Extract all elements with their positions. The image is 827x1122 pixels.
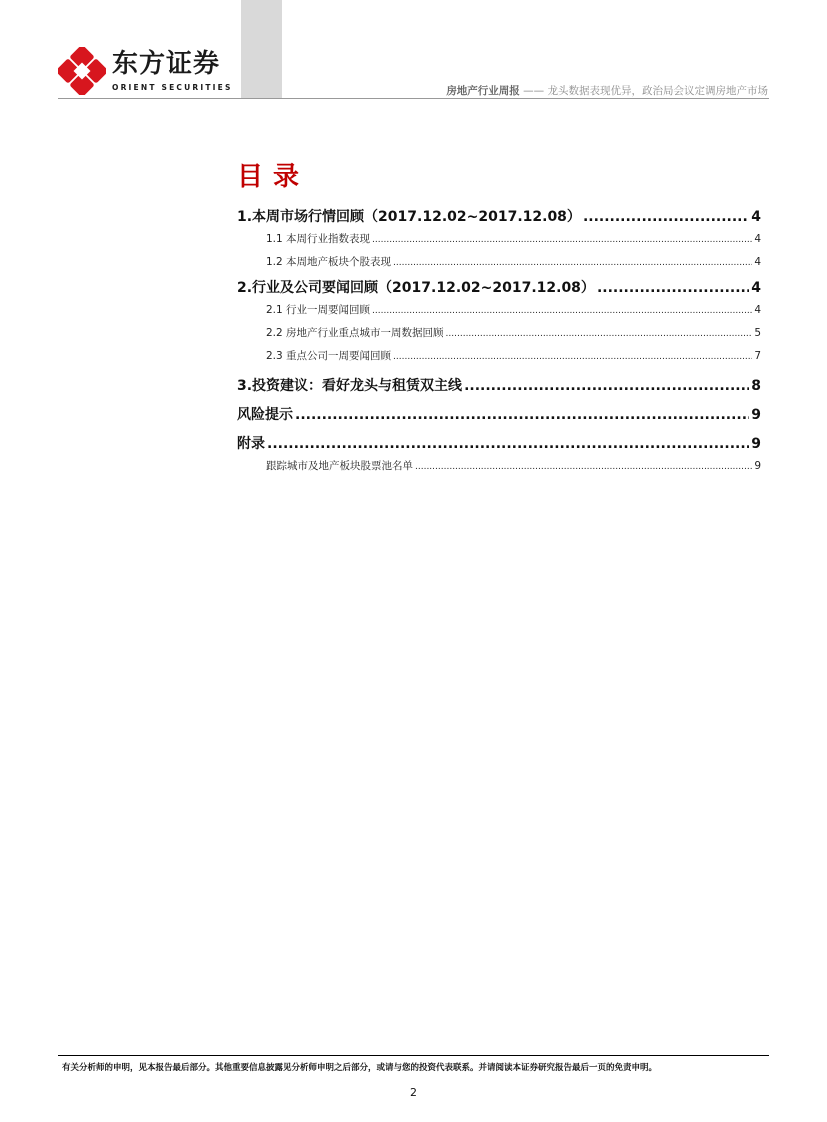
- toc-entry-label: 附录: [237, 436, 265, 452]
- toc-entry-page: 9: [754, 460, 761, 472]
- table-of-contents: [237, 206, 761, 478]
- toc-entry-label: 风险提示: [237, 407, 293, 423]
- toc-dot-leader: [446, 322, 753, 345]
- toc-entry-page: 4: [751, 209, 761, 225]
- toc-entry-label: 2.3 重点公司一周要闻回顾: [266, 350, 392, 362]
- toc-entry-2[interactable]: [237, 277, 761, 299]
- toc-entry-3[interactable]: [237, 375, 761, 397]
- toc-entry-label: 1.本周市场行情回顾（2017.12.02~2017.12.08）: [237, 209, 581, 225]
- toc-entry-appendix-1[interactable]: [237, 455, 761, 478]
- toc-heading: 目录: [237, 162, 310, 192]
- logo-chinese-name: 东方证券: [112, 49, 221, 79]
- toc-entry-1-2[interactable]: [237, 251, 761, 274]
- toc-entry-1[interactable]: [237, 206, 761, 228]
- report-header-title: [446, 83, 768, 98]
- page-number: 2: [410, 1086, 417, 1099]
- toc-dot-leader: [295, 404, 749, 426]
- toc-entry-label: 1.1 本周行业指数表现: [266, 233, 371, 245]
- report-type: 房地产行业周报: [446, 85, 520, 97]
- logo-english-name: ORIENT SECURITIES: [112, 83, 233, 92]
- toc-dot-leader: [464, 375, 749, 397]
- toc-entry-page: 7: [754, 350, 761, 362]
- orient-securities-logo-icon: [58, 47, 106, 95]
- toc-dot-leader: [597, 277, 749, 299]
- toc-entry-page: 4: [754, 304, 761, 316]
- toc-entry-label: 2.行业及公司要闻回顾（2017.12.02~2017.12.08）: [237, 280, 595, 296]
- toc-entry-2-3[interactable]: [237, 345, 761, 368]
- toc-entry-1-1[interactable]: [237, 228, 761, 251]
- toc-entry-page: 9: [751, 436, 761, 452]
- toc-entry-page: 8: [751, 378, 761, 394]
- toc-dot-leader: [372, 228, 752, 251]
- toc-dot-leader: [583, 206, 749, 228]
- footer-disclaimer: 有关分析师的申明，见本报告最后部分。其他重要信息披露见分析师申明之后部分，或请与您的投资代表联系。并请阅读本证券研究报告最后一页的免责申明。: [62, 1063, 658, 1073]
- toc-entry-page: 4: [751, 280, 761, 296]
- header-separator: ——: [523, 85, 545, 97]
- toc-entry-label: 1.2 本周地产板块个股表现: [266, 256, 392, 268]
- toc-dot-leader: [415, 455, 752, 478]
- header-grey-tab: [241, 0, 282, 98]
- toc-entry-page: 4: [754, 233, 761, 245]
- header-divider: [58, 98, 769, 99]
- toc-dot-leader: [393, 345, 752, 368]
- report-subtitle: 龙头数据表现优异，政治局会议定调房地产市场: [547, 85, 768, 97]
- toc-entry-page: 5: [754, 327, 761, 339]
- toc-entry-appendix[interactable]: [237, 433, 761, 455]
- footer-divider: [58, 1055, 769, 1056]
- toc-entry-page: 4: [754, 256, 761, 268]
- toc-entry-2-2[interactable]: [237, 322, 761, 345]
- toc-dot-leader: [372, 299, 752, 322]
- toc-entry-label: 2.1 行业一周要闻回顾: [266, 304, 371, 316]
- toc-entry-2-1[interactable]: [237, 299, 761, 322]
- toc-entry-risk[interactable]: [237, 404, 761, 426]
- company-logo: [58, 47, 233, 97]
- toc-entry-page: 9: [751, 407, 761, 423]
- toc-dot-leader: [393, 251, 752, 274]
- toc-dot-leader: [267, 433, 749, 455]
- toc-entry-label: 2.2 房地产行业重点城市一周数据回顾: [266, 327, 444, 339]
- toc-entry-label: 跟踪城市及地产板块股票池名单: [266, 460, 413, 472]
- toc-entry-label: 3.投资建议：看好龙头与租赁双主线: [237, 378, 463, 394]
